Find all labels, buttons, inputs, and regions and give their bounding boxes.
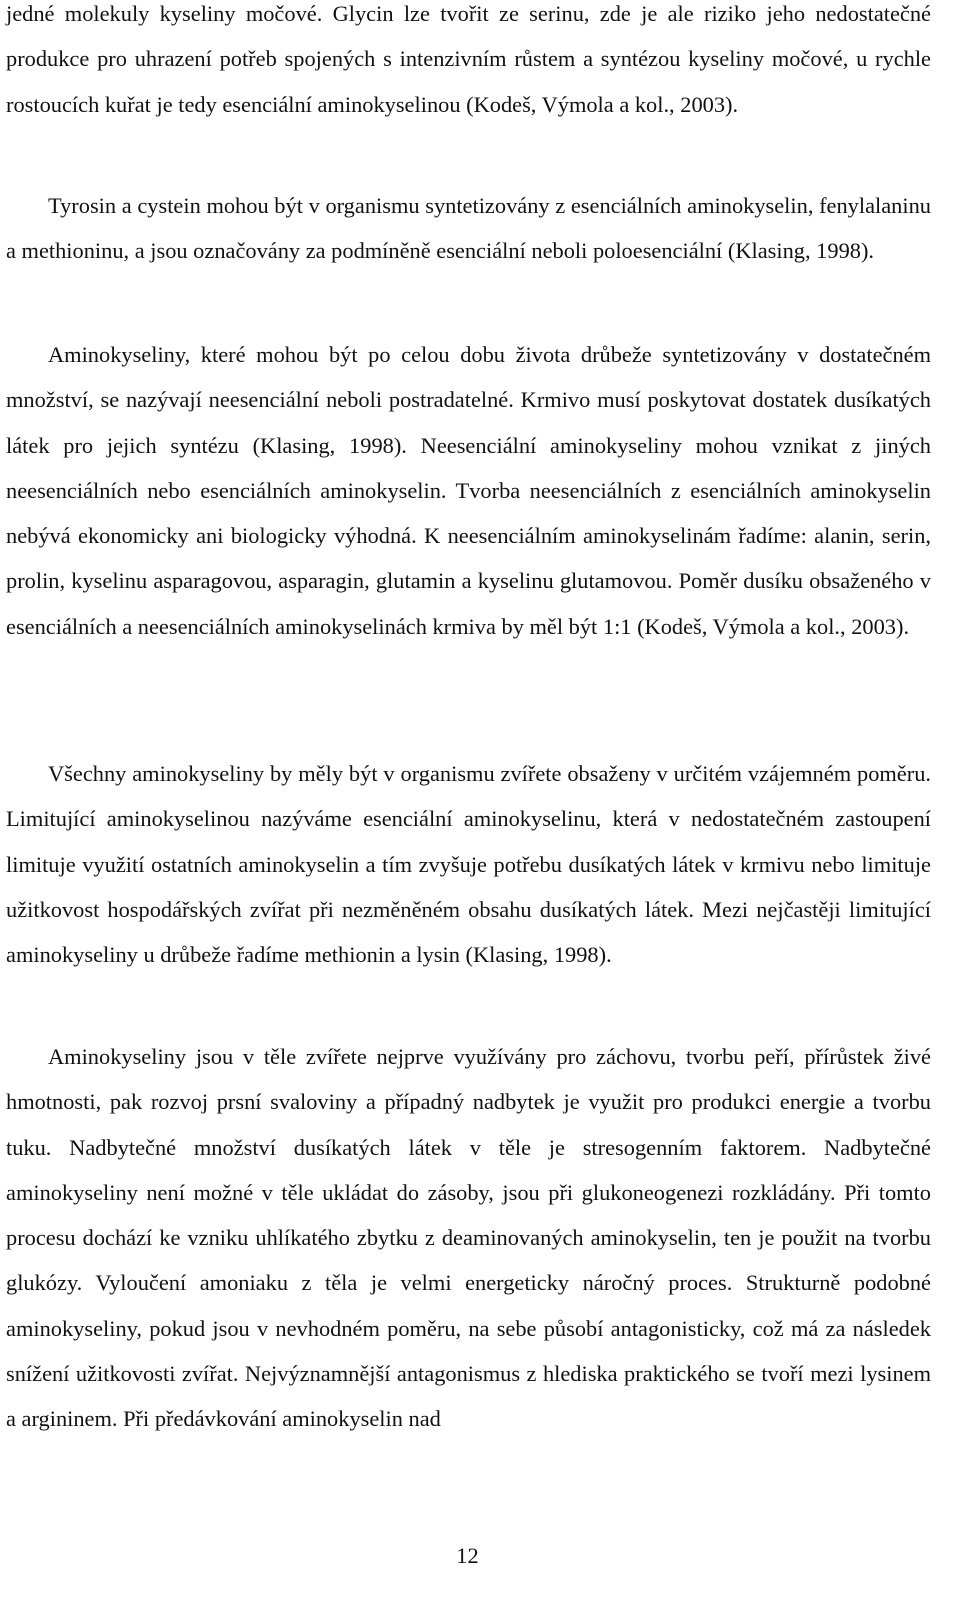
paragraph-continuation: jedné molekuly kyseliny močové. Glycin lze tvořit ze serinu, zde je ale riziko jeho nedostatečné produkce pro uhrazení potřeb spojených s intenzivním růstem a syntézou kyseliny močové, u rychle rostoucích kuřat je tedy esenciální aminokyselinou (Kodeš, Výmola a kol., 2003).	[6, 1, 931, 117]
paragraph-tyrosin-cystein: Tyrosin a cystein mohou být v organismu syntetizovány z esenciálních aminokyselin, fenylalaninu a methioninu, a jsou označovány za podmíněně esenciální neboli poloesenciální (Klasing, 1998).	[6, 193, 931, 264]
paragraph-neesencialni-aminokyseliny: Aminokyseliny, které mohou být po celou dobu života drůbeže syntetizovány v dostatečném množství, se nazývají neesenciální neboli postradatelné. Krmivo musí poskytovat dostatek dusíkatých látek pro jejich syntézu (Klasing, 1998). Neesenciální aminokyseliny mohou vznikat z jiných neesenciálních nebo esenciálních aminokyselin. Tvorba neesenciálních z esenciálních aminokyselin nebývá ekonomicky ani biologicky výhodná. K neesenciálním aminokyselinám řadíme: alanin, serin, prolin, kyselinu asparagovou, asparagin, glutamin a kyselinu glutamovou. Poměr dusíku obsaženého v esenciálních a neesenciálních aminokyselinách krmiva by měl být 1:1 (Kodeš, Výmola a kol., 2003).	[6, 342, 931, 639]
page-number: 12	[456, 1543, 479, 1568]
paragraph-vyuziti-aminokyselin: Aminokyseliny jsou v těle zvířete nejprve využívány pro záchovu, tvorbu peří, přírůstek živé hmotnosti, pak rozvoj prsní svaloviny a případný nadbytek je využit pro produkci energie a tvorbu tuku. Nadbytečné množství dusíkatých látek v těle je stresogenním faktorem. Nadbytečné aminokyseliny není možné v těle ukládat do zásoby, jsou při glukoneogenezi rozkládány. Při tomto procesu dochází ke vzniku uhlíkatého zbytku z deaminovaných aminokyselin, ten je použit na tvorbu glukózy. Vyloučení amoniaku z těla je velmi energeticky náročný proces. Strukturně podobné aminokyseliny, pokud jsou v nevhodném poměru, na sebe působí antagonisticky, což má za následek snížení užitkovosti zvířat. Nejvýznamnější antagonismus z hlediska praktického se tvoří mezi lysinem a argininem. Při předávkování aminokyselin nad	[6, 1044, 931, 1432]
paragraph-limitujici-aminokyseliny: Všechny aminokyseliny by měly být v organismu zvířete obsaženy v určitém vzájemném poměru. Limitující aminokyselinou nazýváme esenciální aminokyselinu, která v nedostatečném zastoupení limituje využití ostatních aminokyselin a tím zvyšuje potřebu dusíkatých látek v krmivu nebo limituje užitkovost hospodářských zvířat při nezměněném obsahu dusíkatých látek. Mezi nejčastěji limitující aminokyseliny u drůbeže řadíme methionin a lysin (Klasing, 1998).	[6, 761, 931, 968]
